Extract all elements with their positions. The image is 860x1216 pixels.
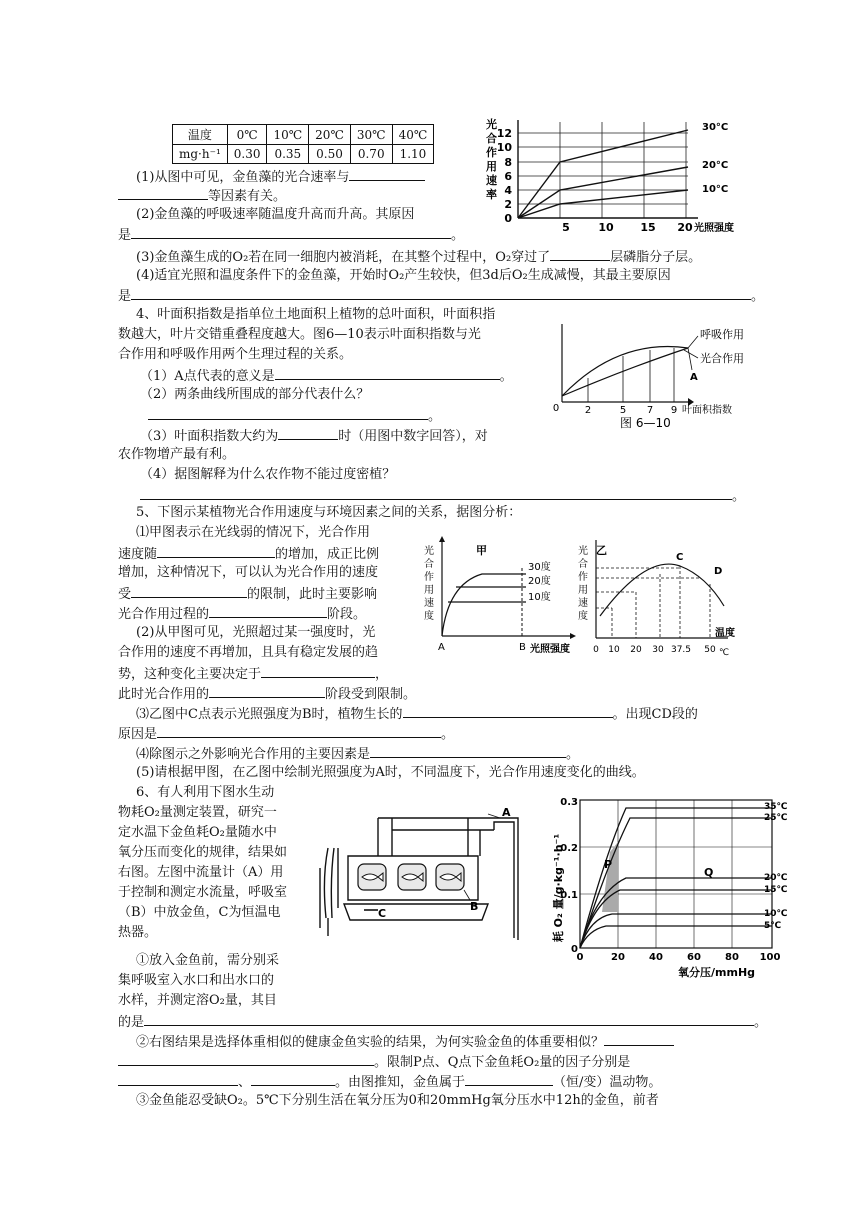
ylabel-char: 速 xyxy=(578,598,588,609)
x-tick: 30 xyxy=(652,645,664,655)
series-label: 20°C xyxy=(702,160,729,171)
temperature-table xyxy=(172,124,434,164)
photosynthesis-label: 光合作用 xyxy=(700,352,744,365)
q5-line: (2)从甲图可见，光照超过某一强度时，光 xyxy=(136,625,376,640)
text: 。 xyxy=(754,1015,768,1030)
text: 。 xyxy=(751,289,765,304)
x-tick: 5 xyxy=(619,405,627,416)
x-tick: 60 xyxy=(687,952,701,963)
series-30c xyxy=(518,130,688,218)
chart1-ylabel-5: 速 xyxy=(486,174,497,187)
q6-line: 水样，并测定溶O₂量，其目 xyxy=(118,993,277,1008)
table-cell: mg·h⁻¹ xyxy=(173,145,228,164)
x-tick: 100 xyxy=(759,952,781,963)
point-q-label: Q xyxy=(704,866,714,879)
q3-line5 xyxy=(136,247,701,267)
table-cell: 40℃ xyxy=(392,125,434,145)
q4-line2: 数越大，叶片交错重叠程度越大。图6—10表示叶面积指数与光 xyxy=(118,327,481,342)
table-cell: 0℃ xyxy=(227,125,267,145)
text: 此时光合作用的 xyxy=(118,687,210,702)
answer-blank[interactable] xyxy=(251,1072,335,1086)
text: 。 xyxy=(499,369,513,384)
x-tick: 2 xyxy=(584,405,592,416)
table-cell: 0.70 xyxy=(350,145,392,164)
q6-line: 氧分压而变化的规律，结果如 xyxy=(118,845,288,860)
text: (4)适宜光照和温度条件下的金鱼藻，开始时O₂产生较快，但3d后O₂生成减慢，其最主要原因 xyxy=(136,268,671,283)
text: （3）叶面积指数大约为 xyxy=(140,429,279,444)
text: ⑷除图示之外影响光合作用的主要因素是 xyxy=(136,747,371,762)
text: ， xyxy=(375,667,389,682)
q5-line xyxy=(118,544,379,564)
y-axis-arrow-icon xyxy=(439,536,445,542)
answer-blank[interactable] xyxy=(370,744,566,758)
y-tick: 4 xyxy=(504,184,512,197)
q6-line: ③金鱼能忍受缺O₂。5℃下分别生活在氧分压为0和20mmHg氧分压水中12h的金鱼，前者 xyxy=(136,1093,659,1108)
answer-blank[interactable] xyxy=(144,1012,754,1026)
text: 的是 xyxy=(118,1015,145,1030)
x-tick: 20 xyxy=(677,221,693,234)
q6-line: （B）中放金鱼，C为恒温电 xyxy=(118,905,281,920)
q4-line7 xyxy=(140,426,488,446)
x-tick-origin: 0 xyxy=(576,952,584,963)
text: 层磷脂分子层。 xyxy=(610,250,702,265)
photosynthesis-light-chart xyxy=(478,112,740,236)
q6-line: 集呼吸室入水口和出水口的 xyxy=(118,973,275,988)
series-label: 25℃ xyxy=(764,813,788,823)
table-cell: 20℃ xyxy=(309,125,351,145)
x-tick: 37.5 xyxy=(670,645,692,655)
x-tick: 0 xyxy=(593,645,599,655)
point-p-label: P xyxy=(604,858,613,871)
point-a-label: A xyxy=(690,372,698,383)
text: 。出现CD段的 xyxy=(612,707,698,722)
q5-line: 合作用的速度不再增加，且具有稳定发展的趋 xyxy=(118,645,379,660)
series-label: 20度 xyxy=(528,576,551,587)
text: ⑶乙图中C点表示光照强度为B时，植物生长的 xyxy=(136,707,403,722)
series-label: 10°C xyxy=(702,184,729,195)
text: (2)金鱼藻的呼吸速率随温度升高而升高。其原因 xyxy=(136,207,415,222)
answer-blank[interactable] xyxy=(131,225,451,239)
curve-30 xyxy=(442,574,526,636)
x-label: 温度 xyxy=(715,628,735,639)
x-tick: 5 xyxy=(562,221,570,234)
table-cell: 10℃ xyxy=(267,125,309,145)
answer-blank[interactable] xyxy=(209,604,327,618)
y-tick: 6 xyxy=(504,170,512,183)
text: 阶段受到限制。 xyxy=(325,687,417,702)
text: 势，这种变化主要决定于 xyxy=(118,667,262,682)
y-tick: 2 xyxy=(504,198,512,211)
goldfish-apparatus-diagram xyxy=(318,808,524,944)
y-tick: 10 xyxy=(496,141,512,154)
q5-line xyxy=(118,724,454,744)
answer-blank[interactable] xyxy=(118,1052,374,1066)
chart1-ylabel-3: 作 xyxy=(486,146,497,159)
y-tick: 8 xyxy=(504,156,512,169)
chart-title: 甲 xyxy=(476,544,487,557)
text: 原因是 xyxy=(118,727,158,742)
table-cell: 0.35 xyxy=(267,145,309,164)
q4-line8: 农作物增产最有利。 xyxy=(118,447,236,462)
ylabel-char: 用 xyxy=(424,585,434,596)
temperature-curve xyxy=(600,564,724,616)
answer-blank[interactable] xyxy=(131,584,247,598)
q5-line xyxy=(118,684,416,704)
x-tick: 20 xyxy=(611,952,625,963)
y-tick: 0 xyxy=(504,212,512,225)
label-b: B xyxy=(470,900,479,913)
x-tick: 10 xyxy=(608,645,620,655)
oxygen-consumption-chart xyxy=(546,792,792,982)
x-tick: 7 xyxy=(646,405,654,416)
answer-blank[interactable] xyxy=(118,1072,238,1086)
text: (1)从图中可见，金鱼藻的光合速率与 xyxy=(136,170,350,185)
answer-blank[interactable] xyxy=(140,486,732,500)
water-pipe xyxy=(378,818,508,856)
q6-line xyxy=(136,1032,674,1052)
answer-blank[interactable] xyxy=(131,286,751,300)
answer-blank[interactable] xyxy=(403,704,613,718)
q6-line: 定水温下金鱼耗O₂量随水中 xyxy=(118,825,277,840)
label-c: C xyxy=(378,907,387,920)
label-a: A xyxy=(502,808,511,819)
text: 。 xyxy=(451,228,465,243)
point-c-label: C xyxy=(676,552,684,563)
chart1-ylabel-4: 用 xyxy=(486,160,497,173)
text: 是 xyxy=(118,228,132,243)
text: (3)金鱼藻生成的O₂若在同一细胞内被消耗，在其整个过程中，O₂穿过了 xyxy=(136,250,551,265)
text: 。限制P点、Q点下金鱼耗O₂量的因子分别是 xyxy=(374,1055,631,1070)
answer-blank[interactable] xyxy=(261,664,375,678)
inlet-tubes xyxy=(324,848,338,918)
q3-line1 xyxy=(136,167,425,187)
chart1-ylabel-6: 率 xyxy=(486,188,497,201)
base-tray xyxy=(344,904,488,920)
chart-yi xyxy=(576,534,746,660)
text: 速度随 xyxy=(118,547,158,562)
y-tick: 0.1 xyxy=(560,890,578,901)
y-tick: 0.3 xyxy=(560,797,578,808)
respiration-curve xyxy=(562,348,688,396)
q5-line: 增加，这种情况下，可以认为光合作用的速度 xyxy=(118,565,379,580)
x-tick: 10 xyxy=(598,221,614,234)
text: 。 xyxy=(441,727,455,742)
answer-blank[interactable] xyxy=(349,167,425,181)
q4-line4 xyxy=(140,366,513,386)
table-cell: 温度 xyxy=(173,125,228,145)
chart-jia xyxy=(422,534,592,656)
ylabel-char: 光 xyxy=(578,546,588,557)
y-label: 耗 O₂ 量/g·kg⁻¹·h⁻¹ xyxy=(552,833,565,943)
q4-line10 xyxy=(140,486,745,506)
ylabel-char: 度 xyxy=(578,611,588,622)
text: 。 xyxy=(732,489,746,504)
q6-line: 于控制和测定水流量，呼吸室 xyxy=(118,885,288,900)
q6-line: 6、有人利用下图水生动 xyxy=(136,785,275,800)
answer-blank[interactable] xyxy=(148,406,428,420)
text: 的增加，成正比例 xyxy=(275,547,380,562)
q6-line xyxy=(118,1052,630,1072)
x-tick: 0 xyxy=(552,403,560,414)
series-label: 10℃ xyxy=(764,909,788,919)
q4-line6 xyxy=(148,406,441,426)
table-cell: 1.10 xyxy=(392,145,434,164)
y-tick: 0.2 xyxy=(560,843,578,854)
text: 、 xyxy=(238,1075,252,1090)
q5-line: (5)请根据甲图，在乙图中绘制光照强度为A时，不同温度下，光合作用速度变化的曲线。 xyxy=(136,765,645,780)
ylabel-char: 合 xyxy=(424,559,434,570)
q5-line xyxy=(118,584,377,604)
table-cell: 30℃ xyxy=(350,125,392,145)
chart1-ylabel-2: 合 xyxy=(486,132,497,145)
q5-line xyxy=(136,744,579,764)
ylabel-char: 光 xyxy=(424,546,434,557)
answer-blank[interactable] xyxy=(157,544,275,558)
text: （恒/变）温动物。 xyxy=(553,1075,662,1090)
table-cell: 0.30 xyxy=(227,145,267,164)
x-point-b: B xyxy=(519,642,526,653)
x-tick: 20 xyxy=(630,645,642,655)
x-tick: 80 xyxy=(725,952,739,963)
q5-line xyxy=(118,604,366,624)
answer-blank[interactable] xyxy=(550,247,610,261)
leader-line xyxy=(464,890,470,900)
answer-blank[interactable] xyxy=(465,1072,553,1086)
text: 。 xyxy=(566,747,580,762)
q3-line7 xyxy=(118,286,764,306)
answer-blank[interactable] xyxy=(157,724,441,738)
text: 是 xyxy=(118,289,132,304)
y-tick: 0 xyxy=(571,944,578,955)
series-label: 15℃ xyxy=(764,885,788,895)
y-tick: 12 xyxy=(496,127,512,140)
x-label: 光照强度 xyxy=(530,644,570,655)
outlet-pipe xyxy=(494,818,518,940)
x-tick: 9 xyxy=(670,405,678,416)
ylabel-char: 速 xyxy=(424,598,434,609)
leader-line xyxy=(684,350,698,358)
q6-line xyxy=(118,1072,661,1092)
text: 等因素有关。 xyxy=(208,189,287,204)
respiration-label: 呼吸作用 xyxy=(700,328,744,341)
series-label: 30度 xyxy=(528,562,551,573)
ylabel-char: 度 xyxy=(424,611,434,622)
leader-line xyxy=(688,348,692,370)
x-label: 叶面积指数 xyxy=(682,405,732,416)
q4-line5: （2）两条曲线所围成的部分代表什么？ xyxy=(140,387,370,402)
ylabel-char: 合 xyxy=(578,559,588,570)
chart1-ylabel-1: 光 xyxy=(486,118,497,131)
answer-blank[interactable] xyxy=(209,684,325,698)
q3-line6 xyxy=(136,267,671,285)
series-label: 30°C xyxy=(702,122,729,133)
x-tick: 15 xyxy=(640,221,656,234)
text: （1）A点代表的意义是 xyxy=(140,369,275,384)
series-label: 5℃ xyxy=(764,921,782,931)
answer-blank[interactable] xyxy=(118,186,208,200)
q4-line1: 4、叶面积指数是指单位土地面积上植物的总叶面积，叶面积指 xyxy=(136,307,496,322)
text: 阶段。 xyxy=(327,607,367,622)
q6-line: 热器。 xyxy=(118,925,158,940)
text: 。由图推知，金鱼属于 xyxy=(335,1075,466,1090)
x-unit: ℃ xyxy=(719,648,730,658)
chart-title: 乙 xyxy=(596,544,607,557)
text: 时（用图中数字回答），对 xyxy=(338,429,488,444)
q6-line xyxy=(118,1012,767,1032)
text: 。 xyxy=(428,409,442,424)
answer-blank[interactable] xyxy=(278,426,338,440)
point-d-label: D xyxy=(714,566,723,577)
series-5c xyxy=(580,926,772,948)
series-label: 35℃ xyxy=(764,802,788,812)
q3-line4 xyxy=(118,225,464,245)
ylabel-char: 用 xyxy=(578,585,588,596)
series-label: 10度 xyxy=(528,592,551,603)
figure-caption: 图 6—10 xyxy=(620,416,671,430)
text: 光合作用过程的 xyxy=(118,607,210,622)
leaf-area-index-chart xyxy=(548,318,760,430)
q6-line: ①放入金鱼前，需分别采 xyxy=(136,953,280,968)
ylabel-char: 作 xyxy=(578,572,588,583)
q6-line: 右图。左图中流量计（A）用 xyxy=(118,865,284,880)
table-cell: 0.50 xyxy=(309,145,351,164)
ylabel-char: 作 xyxy=(424,572,434,583)
leader-line xyxy=(688,336,698,348)
series-10c xyxy=(580,914,772,948)
text: 的限制，此时主要影响 xyxy=(247,587,378,602)
q3-line3 xyxy=(136,206,414,224)
text: 受 xyxy=(118,587,132,602)
answer-blank[interactable] xyxy=(604,1032,674,1046)
answer-blank[interactable] xyxy=(275,366,500,380)
series-label: 20℃ xyxy=(764,873,788,883)
q3-line2 xyxy=(118,186,286,206)
q4-line3: 合作用和呼吸作用两个生理过程的关系。 xyxy=(118,347,353,362)
x-tick: 50 xyxy=(704,645,716,655)
q4-line9: （4）据图解释为什么农作物不能过度密植？ xyxy=(140,467,396,482)
q5-line xyxy=(136,704,698,724)
x-point-a: A xyxy=(438,642,445,653)
q5-line: ⑴甲图表示在光线弱的情况下，光合作用 xyxy=(136,525,371,540)
q5-line xyxy=(118,664,388,684)
x-label: 氧分压/mmHg xyxy=(678,966,756,979)
x-tick: 40 xyxy=(649,952,663,963)
q5-title: 5、下图示某植物光合作用速度与环境因素之间的关系，据图分析： xyxy=(136,505,522,520)
q6-line: 物耗O₂量测定装置，研究一 xyxy=(118,805,277,820)
text: ②右图结果是选择体重相似的健康金鱼实验的结果，为何实验金鱼的体重要相似？ xyxy=(136,1035,605,1050)
x-label: 光照强度 xyxy=(694,223,734,234)
